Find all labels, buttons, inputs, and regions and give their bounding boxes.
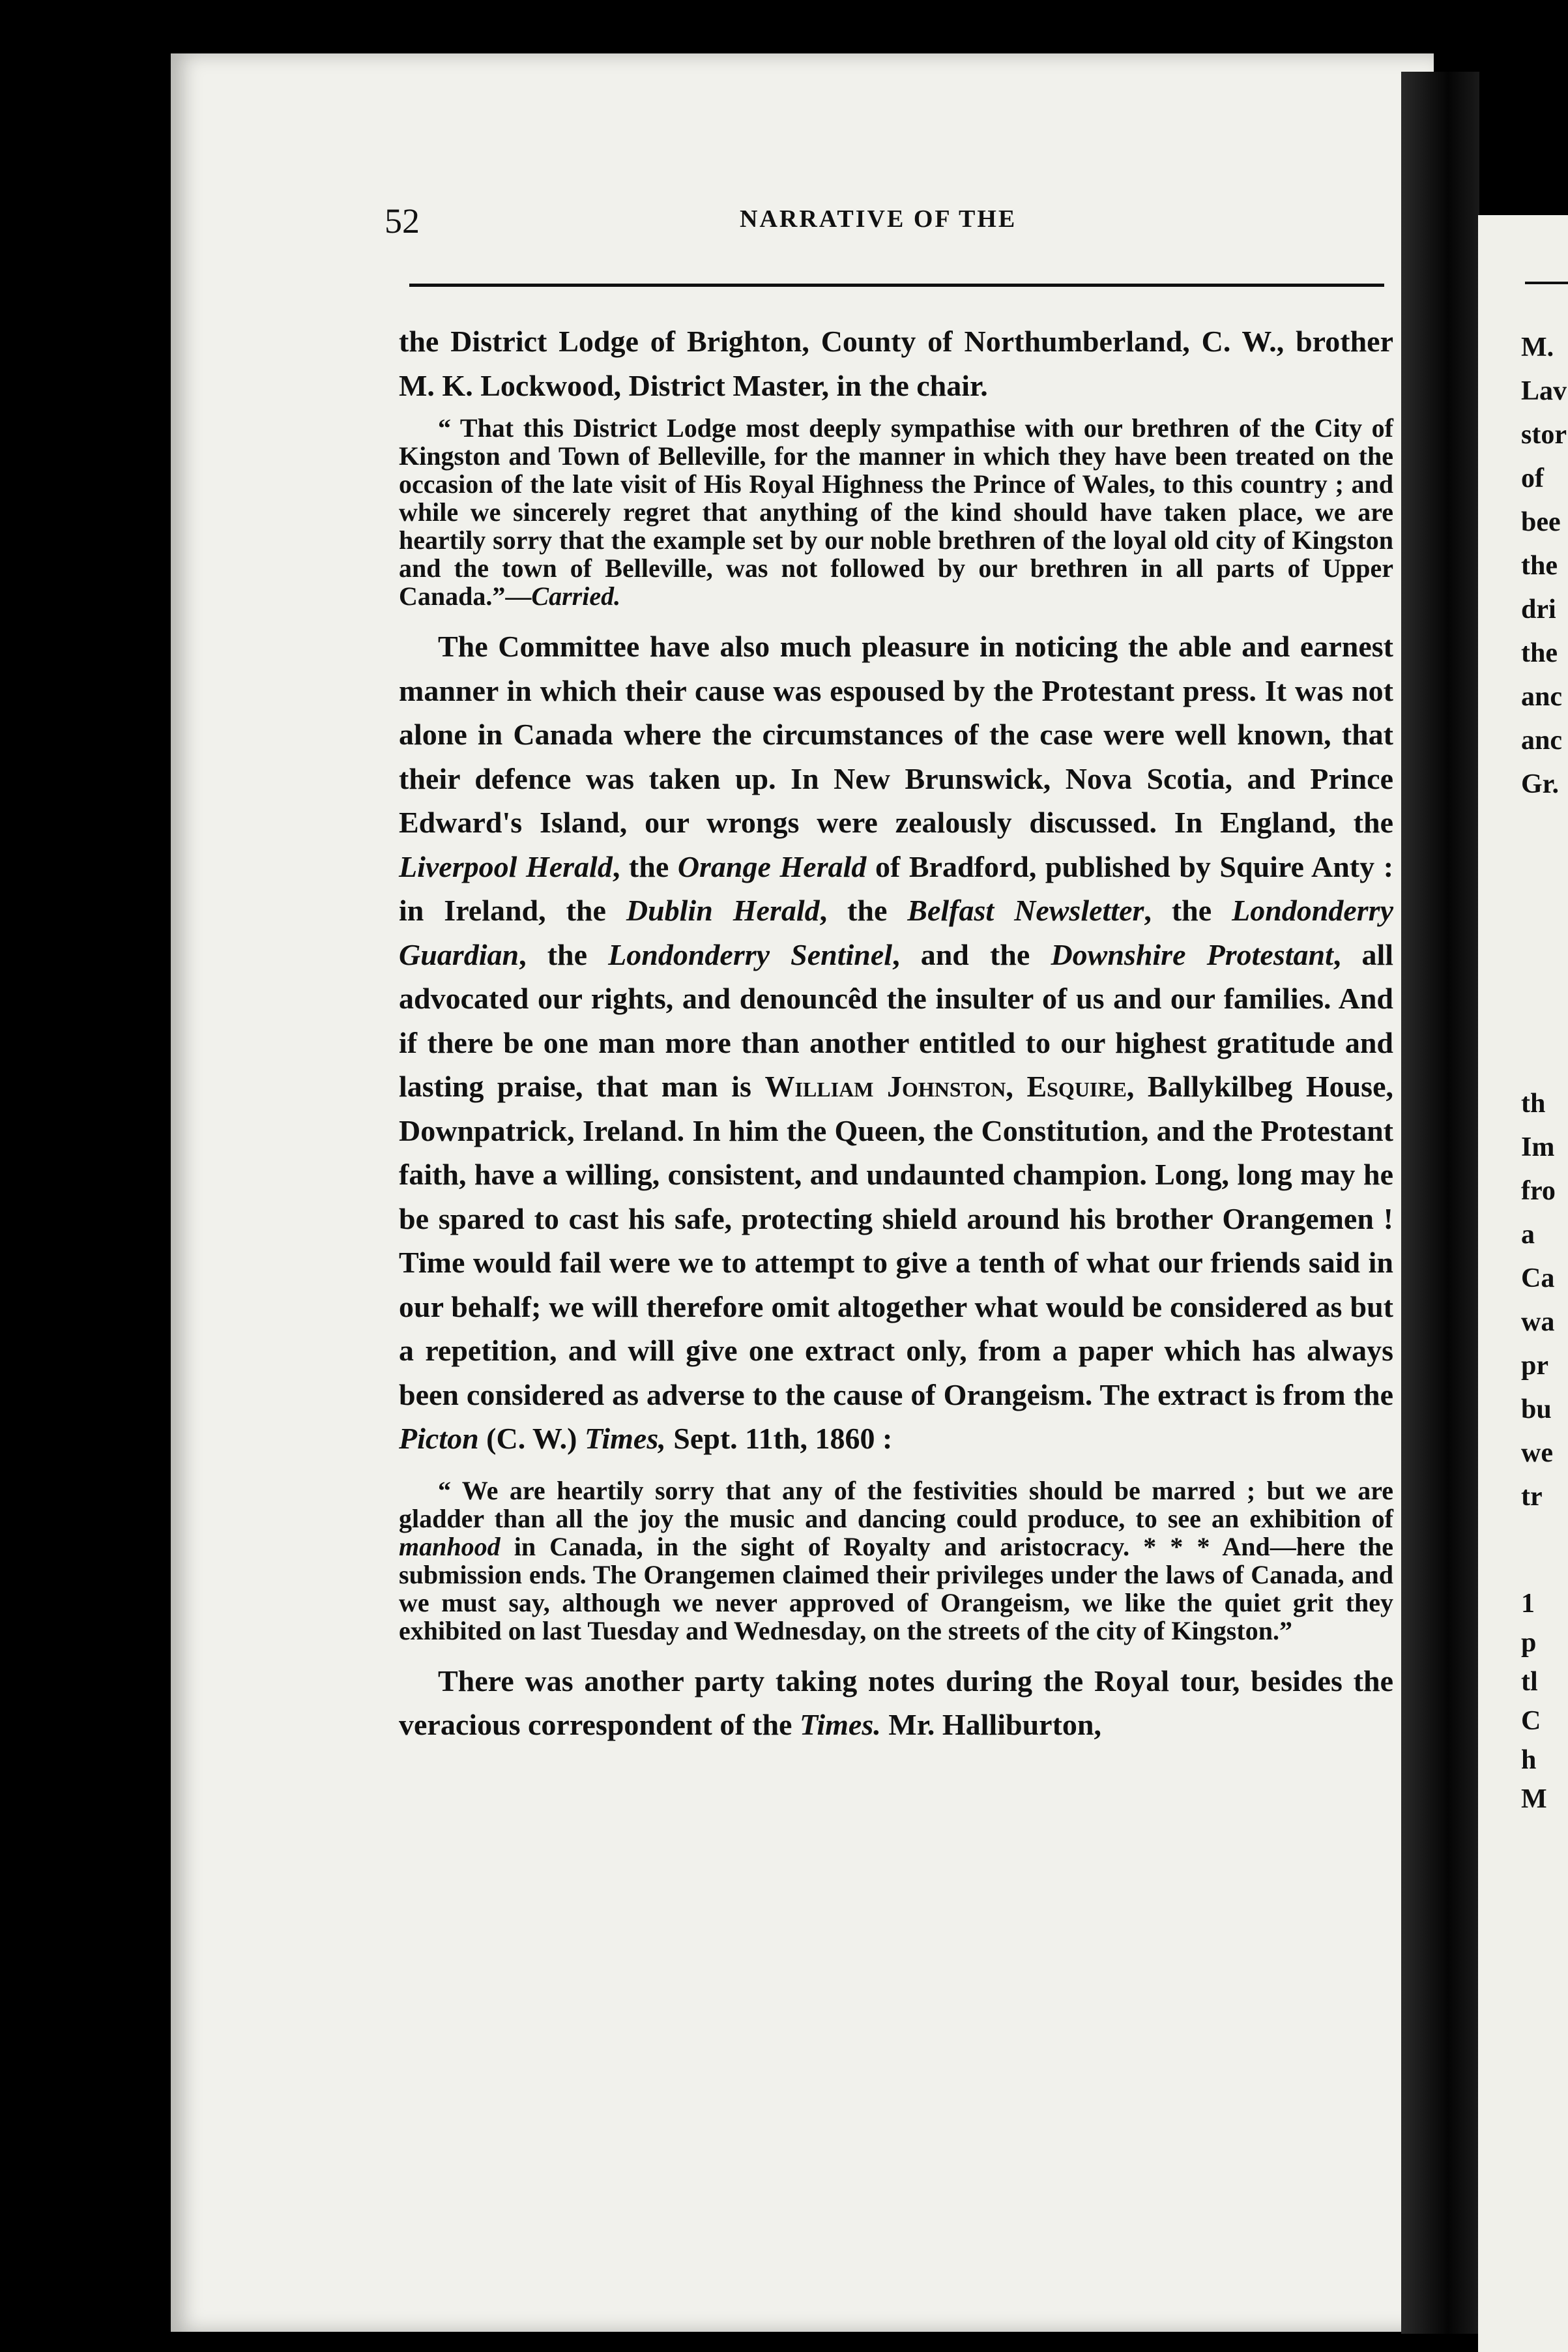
- paragraph-2-text: , the: [819, 894, 888, 927]
- header-rule: [409, 284, 1384, 287]
- fragment: M: [1521, 1784, 1547, 1814]
- newspaper-title: Orange Herald: [677, 849, 867, 883]
- fragment: dri: [1521, 595, 1556, 625]
- paragraph-2-text: , and the: [892, 937, 1030, 971]
- page-number: 52: [385, 201, 420, 241]
- fragment: of: [1521, 463, 1544, 493]
- picton-times-quote: [399, 1477, 1393, 1645]
- facing-page-rule: [1525, 282, 1568, 284]
- fragment: fro: [1521, 1176, 1556, 1206]
- fragment: M.: [1521, 332, 1554, 362]
- book-gutter: [1401, 72, 1479, 2334]
- facing-page-fragments-1: [1521, 326, 1568, 806]
- quote-text: in Canada, in the sight of Royalty and aristocracy. * * * And—here the submission ends. The Orangemen claimed their privileges under the laws of Canada, and we must say, although we never approved of Orangeism, we like the quiet grit they exhibited on last Tuesday and Wednesday, on the streets of the city of Kingston.”: [399, 1531, 1393, 1645]
- paragraph-3-text: Mr. Halliburton,: [888, 1708, 1101, 1741]
- page-header: [385, 201, 1382, 253]
- page-body: [399, 319, 1393, 1747]
- fragment: Ca: [1521, 1263, 1555, 1293]
- newspaper-title: Liverpool Herald: [399, 849, 613, 883]
- fragment: Gr.: [1521, 769, 1559, 799]
- quote-text: “ We are heartily sorry that any of the festivities should be marred ; but we are gladder than all the joy the music and dancing could produce, to see an exhibition of: [399, 1475, 1393, 1533]
- paragraph-2-text: , the: [612, 849, 669, 883]
- fragment: we: [1521, 1438, 1553, 1468]
- fragment: a: [1521, 1220, 1535, 1250]
- carried-text: Carried.: [531, 581, 621, 611]
- fragment: Im: [1521, 1132, 1555, 1162]
- newspaper-title: Times.: [799, 1708, 881, 1741]
- fragment: anc: [1521, 726, 1562, 756]
- fragment: tr: [1521, 1482, 1543, 1512]
- fragment: Lav: [1521, 376, 1567, 406]
- fragment: p: [1521, 1628, 1537, 1658]
- paragraph-3-text: There was another party taking notes during the Royal tour, besides the veracious correspondent of the: [399, 1664, 1393, 1741]
- emphasis-text: manhood: [399, 1531, 501, 1561]
- newspaper-title: Londonderry Sentinel: [608, 937, 893, 971]
- facing-page-fragments-2: [1521, 1082, 1568, 1519]
- fragment: the: [1521, 551, 1558, 581]
- fragment: th: [1521, 1089, 1546, 1119]
- fragment: h: [1521, 1745, 1537, 1775]
- paragraph-2: [399, 625, 1393, 1461]
- paragraph-2-text: (C. W.): [486, 1422, 577, 1455]
- resolution-quote-text: “ That this District Lodge most deeply sympathise with our brethren of the City of Kingston and Town of Belleville, for the manner in which they have been treated on the occasion of the late visit of His Royal Highness the Prince of Wales, to this country ; and while we sincerely regret that anything of the kind should have taken place, we are heartily sorry that the example set by our noble brethren of the loyal old city of Kingston and the town of Belleville, was not followed by our brethren in all parts of Upper Canada.”—: [399, 413, 1393, 611]
- fragment: the: [1521, 638, 1558, 668]
- newspaper-title: Downshire Protestant: [1051, 937, 1333, 971]
- newspaper-title: Picton: [399, 1422, 479, 1455]
- fragment: bu: [1521, 1394, 1552, 1424]
- newspaper-title: Londonderry Guardian: [399, 894, 1393, 971]
- paragraph-2-text: , all advocated our rights, and denouncêd the insulter of us and our families. And if there be one man more than another entitled to our highest gratitude and lasting praise, that man is: [399, 937, 1394, 1103]
- fragment: tl: [1521, 1667, 1538, 1697]
- paragraph-2-text: of Bradford, published by Squire Anty : in Ireland, the: [399, 849, 1394, 927]
- newspaper-title: Belfast Newsletter: [907, 894, 1144, 927]
- scan-border-top: [0, 0, 1568, 55]
- fragment: pr: [1521, 1351, 1548, 1381]
- newspaper-title: Times,: [584, 1422, 666, 1455]
- resolution-quote: [399, 414, 1393, 610]
- paragraph-2-text: Sept. 11th, 1860 :: [673, 1422, 893, 1455]
- fragment: C: [1521, 1706, 1541, 1736]
- facing-page-fragments-3: [1521, 1584, 1568, 1819]
- paragraph-1: the District Lodge of Brighton, County of Northumberland, C. W., brother M. K. Lockwood, District Master, in the chair.: [399, 325, 1393, 402]
- paragraph-2-text: The Committee have also much pleasure in noticing the able and earnest manner in which their cause was espoused by the Protestant press. It was not alone in Canada where the circumstances of the case were well known, that their defence was taken up. In New Brunswick, Nova Scotia, and Prince Edward's Island, our wrongs were zealously discussed. In England, the: [399, 630, 1393, 839]
- paragraph-2-text: , the: [1144, 894, 1212, 927]
- paragraph-3: [399, 1659, 1393, 1747]
- running-head: NARRATIVE OF THE: [740, 205, 1017, 233]
- fragment: bee: [1521, 507, 1561, 537]
- person-name: William Johnston, Esquire: [764, 1070, 1127, 1103]
- newspaper-title: Dublin Herald: [626, 894, 820, 927]
- fragment: 1: [1521, 1589, 1535, 1619]
- fragment: stor: [1521, 420, 1567, 450]
- paragraph-2-text: , the: [519, 937, 588, 971]
- paragraph-2-text: , Ballykilbeg House, Downpatrick, Ireland. In him the Queen, the Constitution, and the Protestant faith, have a willing, consistent, and undaunted champion. Long, long may he be spared to cast his safe, protecting shield around his brother Orangemen ! Time would fail were we to attempt to give a tenth of what our friends said in our behalf; we will therefore omit altogether what would be considered as but a repetition, and will give one extract only, from a paper which has always been considered as adverse to the cause of Orangeism. The extract is from the: [399, 1070, 1394, 1411]
- fragment: wa: [1521, 1307, 1555, 1337]
- fragment: anc: [1521, 682, 1562, 712]
